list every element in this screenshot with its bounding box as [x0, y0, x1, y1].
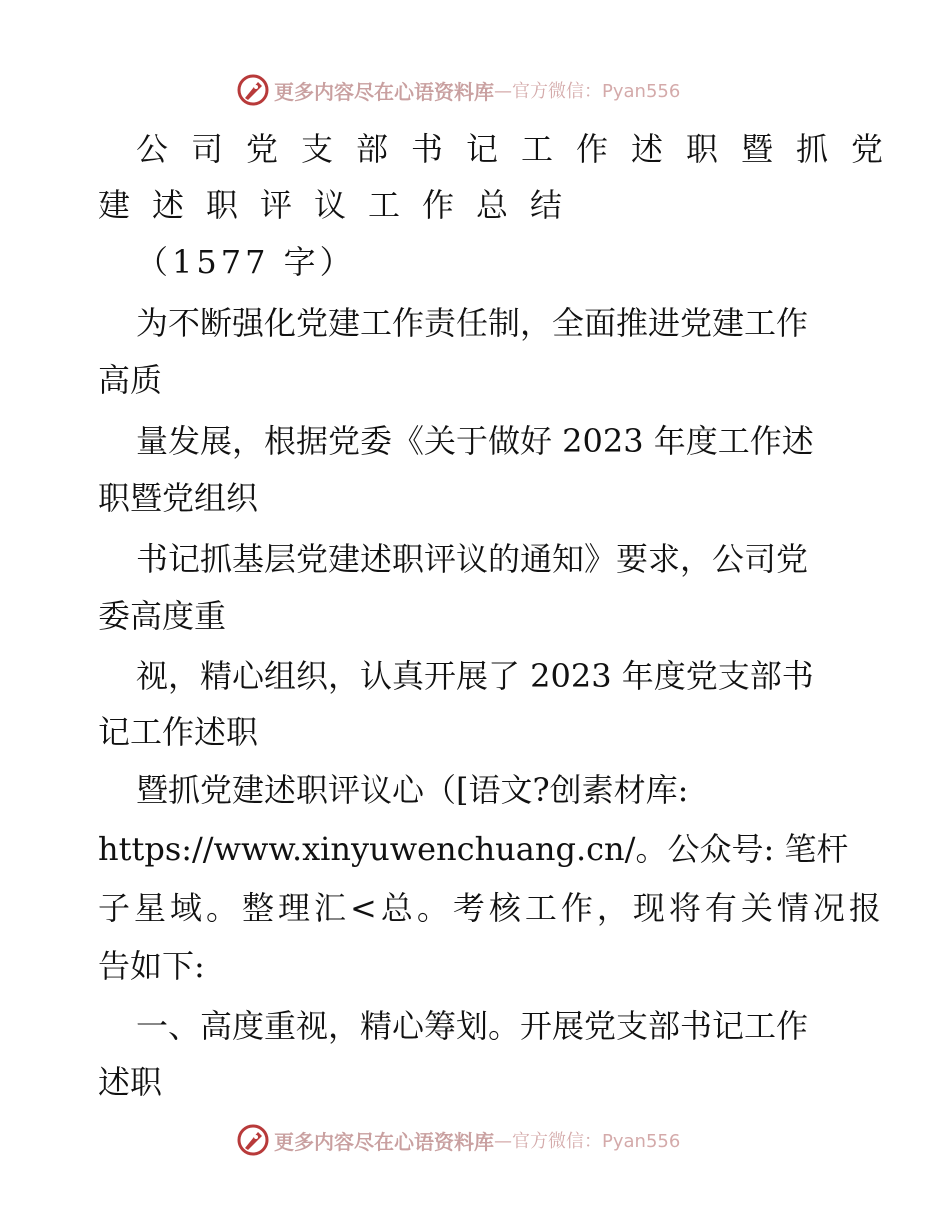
- watermark-contact: —官方微信：Pyan556: [494, 81, 681, 102]
- body-line: 高质: [98, 361, 163, 399]
- header-watermark-banner: [236, 72, 680, 108]
- document-title-line-2: 建述职评议工作总结: [98, 186, 585, 224]
- pen-nib-logo-icon: [236, 1123, 270, 1157]
- watermark-contact: —官方微信：Pyan556: [494, 1131, 681, 1152]
- body-line: 书记抓基层党建述职评议的通知》要求，公司党: [136, 540, 809, 578]
- watermark-title: 更多内容尽在心语资料库: [274, 79, 494, 104]
- body-line: 告如下:: [98, 947, 205, 985]
- document-title-line-1: 公司党支部书记工作述职暨抓党: [136, 130, 907, 168]
- word-count: （1577 字）: [136, 243, 356, 281]
- body-line: 述职: [98, 1063, 163, 1101]
- footer-watermark-banner: [236, 1122, 680, 1158]
- watermark-title: 更多内容尽在心语资料库: [274, 1129, 494, 1154]
- pen-nib-logo-icon: [236, 73, 270, 107]
- body-line: 量发展，根据党委《关于做好 2023 年度工作述: [136, 422, 814, 460]
- body-line: 子星域。整理汇<总。考核工作，现将有关情况报: [98, 889, 885, 927]
- body-line: 视，精心组织，认真开展了 2023 年度党支部书: [136, 657, 814, 695]
- body-line: 为不断强化党建工作责任制，全面推进党建工作: [136, 304, 809, 342]
- body-line-url: https://www.xinyuwenchuang.cn/。公众号: 笔杆: [98, 830, 849, 868]
- body-line: 委高度重: [98, 597, 227, 635]
- body-line: 职暨党组织: [98, 479, 259, 517]
- body-line: 记工作述职: [98, 713, 259, 751]
- body-line: 暨抓党建述职评议心（[语文?创素材库:: [136, 771, 689, 809]
- section-heading-1: 一、高度重视，精心筹划。开展党支部书记工作: [136, 1007, 809, 1045]
